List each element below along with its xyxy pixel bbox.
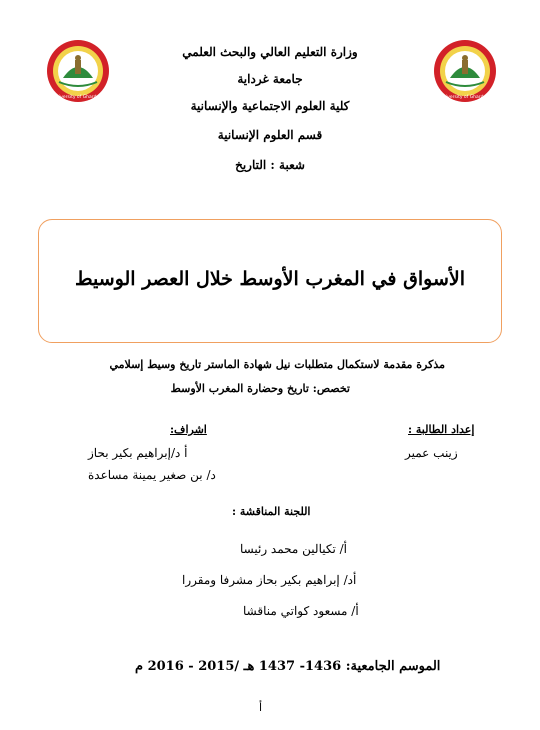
- academic-year: الموسم الجامعية: 1436- 1437 هـ /2015 - 2016 م: [135, 659, 441, 674]
- ministry-name: وزارة التعليم العالي والبحث العلمي: [182, 45, 358, 59]
- supervision-label: اشراف:: [170, 423, 207, 436]
- committee-member: أ/ مسعود كواتي مناقشا: [243, 604, 359, 618]
- committee-member: أ/ تكيالين محمد رئيسا: [240, 542, 348, 556]
- thesis-specialization: تخصص: تاريخ وحضارة المغرب الأوسط: [170, 382, 350, 395]
- supervisor-name: أ د/إبراهيم بكير بحاز: [88, 446, 188, 460]
- faculty-name: كلية العلوم الاجتماعية والإنسانية: [190, 99, 350, 113]
- committee-member: أد/ إبراهيم بكير بحاز مشرفا ومقررا: [182, 573, 357, 587]
- thesis-title: الأسواق في المغرب الأوسط خلال العصر الوسيط: [75, 268, 465, 290]
- university-name: جامعة غرداية: [237, 72, 303, 86]
- logo-caption: University of Ghardaia: [52, 95, 104, 100]
- title-box: [38, 219, 502, 343]
- thesis-purpose: مذكرة مقدمة لاستكمال متطلبات نيل شهادة الماستر تاريخ وسيط إسلامي: [109, 358, 445, 371]
- assistant-supervisor-name: د/ بن صغير يمينة مساعدة: [88, 468, 216, 482]
- page-number: أ: [259, 701, 263, 714]
- branch-name: شعبة : التاريخ: [235, 158, 305, 172]
- student-name: زينب عمير: [405, 446, 458, 460]
- committee-label: اللجنة المناقشة :: [232, 505, 311, 518]
- logo-caption: University of Ghardaia: [439, 95, 491, 100]
- prepared-by-label: إعداد الطالبة :: [408, 423, 475, 436]
- department-name: قسم العلوم الإنسانية: [217, 128, 323, 142]
